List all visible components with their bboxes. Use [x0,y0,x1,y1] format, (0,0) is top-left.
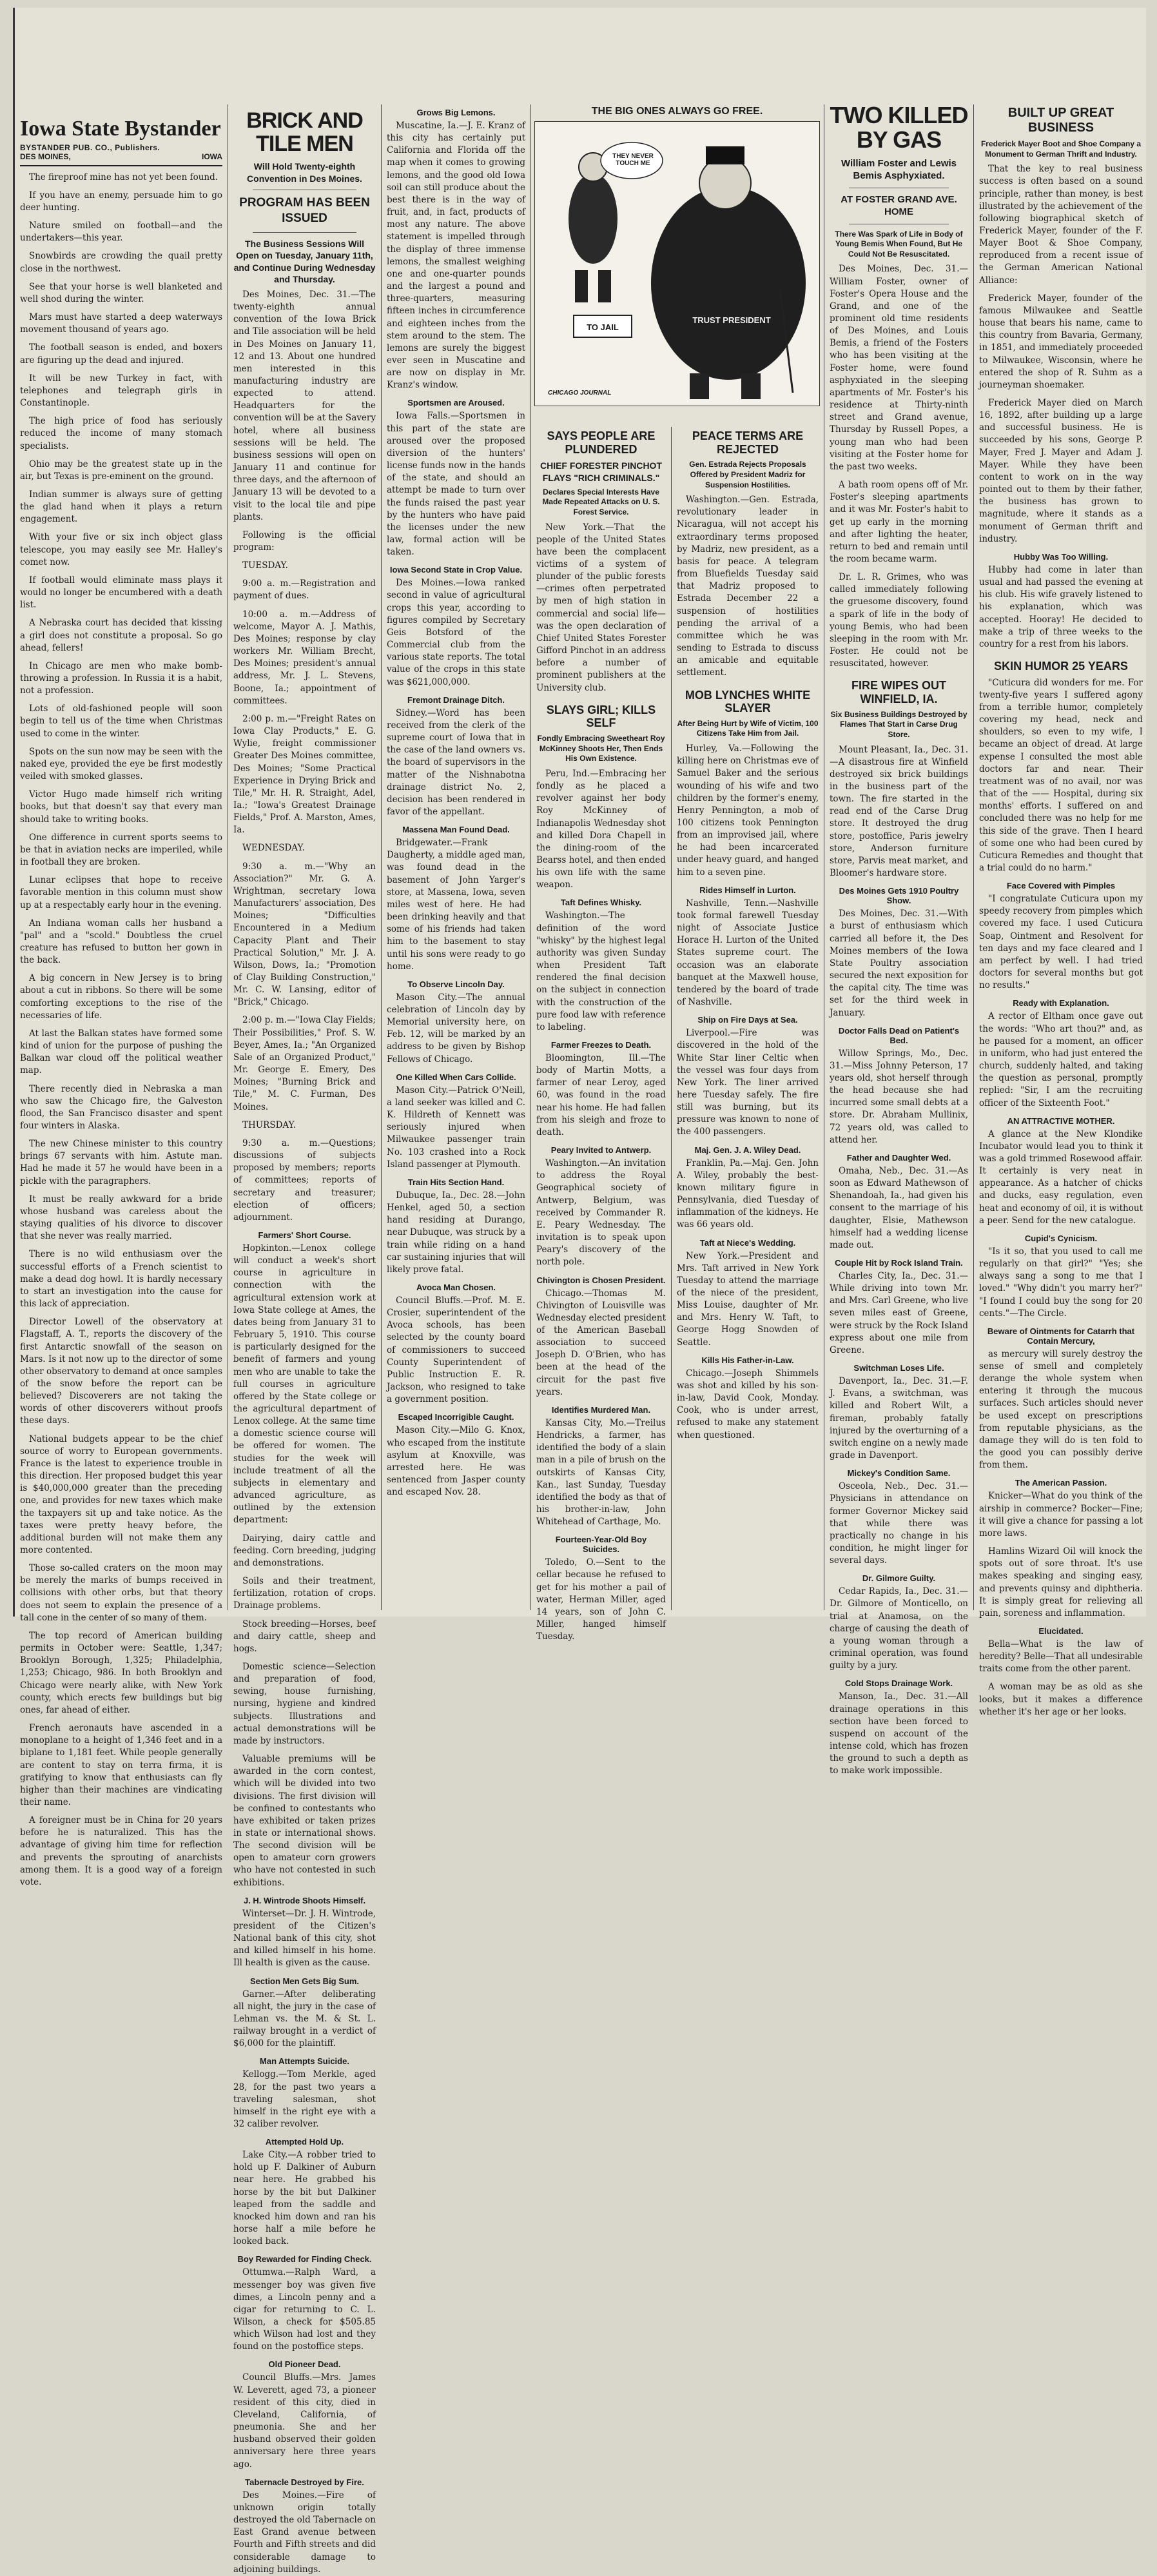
fire-deck: Six Business Buildings Destroyed by Flames That Start in Carse Drug Store. [830,709,967,739]
brick-tile-paragraph: 10:00 a. m.—Address of welcome, Mayor A. J. Mathis, Des Moines; response by clay workers Mr. William Brecht, Des Moines; president's annual address, Mr. J. L. Stevens, Boone, Ia.; appointment of committees. [233,609,376,706]
paragraph-item: The football season is ended, and boxers are figuring up the dead and injured. [20,342,222,366]
farmer-body: Bloomington, Ill.—The body of Martin Motts, a farmer of near Leroy, aged 60, was found in the road near his home. He had fallen from his sleigh and froze to death. [536,1053,666,1137]
column-7 [974,8,1148,1717]
pioneer-body: Council Bluffs.—Mrs. James W. Leverett, aged 73, a pioneer resident of this city, died in Cleveland, California, of pneumonia. She and her husband observed their golden anniversary here three years ago. [233,2372,376,2470]
farmers-paragraph: Soils and their treatment, fertilization, rotation of crops. Drainage problems. [233,1576,376,1611]
slays-headline: SLAYS GIRL; KILLS SELF [546,703,656,730]
brick-tile-deck-2: PROGRAM HAS BEEN ISSUED [239,195,370,226]
slays-deck: Fondly Embracing Sweetheart Roy McKinney Shoots Her, Then Ends His Own Existence. [537,734,665,763]
column-6 [824,8,973,1776]
masthead-title: Iowa State Bystander [20,117,221,141]
mob-headline: MOB LYNCHES WHITE SLAYER [685,688,811,715]
cartoon-credit: CHICAGO JOURNAL [548,389,612,397]
tabernacle-body: Des Moines.—Fire of unknown origin totally destroyed the old Tabernacle on East Grand avenue between Fourth and Fifth streets and did considerable damage to adjoining buildings. [233,2490,376,2575]
fremont-headline: Fremont Drainage Ditch. [407,694,505,705]
newspaper-page [13,8,1146,2575]
massena-headline: Massena Man Found Dead. [402,825,510,835]
divider [253,232,356,233]
gas-deck-3: There Was Spark of Life in Body of Young Bemis When Found, But He Could Not Be Resuscitated. [835,229,963,259]
escaped-body: Mason City.—Milo G. Knox, who escaped from the institute asylum at Knoxville, was arrested here. He was sentenced from Jasper county and escaped Nov. 28. [387,1425,525,1498]
paragraph-item: A foreigner must be in China for 20 years before he is naturalized. This has the advantage of giving him time for reflection and prevents the sprouting of anarchists among them. It is a good way of a foreign vote. [20,1815,222,1887]
brick-tile-deck: Will Hold Twenty-eighth Convention in Des Moines. [247,161,362,184]
skin-headline: SKIN HUMOR 25 YEARS [994,659,1128,673]
niece-headline: Taft at Niece's Wedding. [699,1237,796,1248]
brick-tile-paragraph: TUESDAY. [242,560,288,571]
ready-body: A rector of Eltham once gave out the words: "Who art thou?" and, as he paused for a moment, an officer in uniform, who had just entered the church, suddenly halted, and taking the question as personal, promptly replied: "Sir, I am the recruiting officer of the Sixteenth Foot." [979,1011,1143,1108]
farmers-paragraph: Dairying, dairy cattle and feeding. Corn breeding, judging and demonstrations. [233,1533,376,1568]
suicide-body: Kellogg.—Tom Merkle, aged 28, for the past two years a traveling salesman, shot himself in the right eye with a 32 caliber revolver. [233,2069,376,2129]
plundered-headline: SAYS PEOPLE ARE PLUNDERED [547,429,656,456]
brick-tile-headline: BRICK AND TILE MEN [246,108,363,156]
paragraph-item: There recently died in Nebraska a man who saw the Chicago fire, the Galveston flood, the San Francisco disaster and spent four winters in Alaska. [20,1083,222,1131]
brick-tile-deck-3: The Business Sessions Will Open on Tuesday, January 11th, and Continue During Wednesday and Thursday. [233,239,376,284]
paragraph-item: French aeronauts have ascended in a monoplane to a height of 1,346 feet and in a biplane to 1,181 feet. While people generally are content to stay on terra firma, it is gratifying to know that enthusiasts can fly higher than their machines are vindicating their name. [20,1723,222,1807]
great-business-paragraph: Frederick Mayer, founder of the famous Milwaukee and Seattle house that bears his name, came to this country from Bavaria, Germany, in 1851, and immediately proceeded to Milwaukee, Wisconsin, where he entered the shop of R. Suhm as a journeyman shoemaker. [979,293,1143,390]
paragraph-item: In Chicago are men who make bomb-throwing a profession. In Russia it is a habit, not a profession. [20,660,222,696]
identifies-body: Kansas City, Mo.—Treilus Hendricks, a farmer, has identified the body of a slain man in a pile of brush on the outskirts of Kansas City, Kan., last Sunday, Tuesday identified the body as that of his brother-in-law, John Whitehead of Carthage, Mo. [536,1417,666,1528]
paragraph-item: It will be new Turkey in fact, with telephones and telegraph girls in Constantinople. [20,373,222,409]
paragraph-item: Mars must have started a deep waterways movement thousand of years ago. [20,312,222,335]
paragraph-item: Indian summer is always sure of getting the glad hand when it plays a return engagement. [20,489,222,525]
brick-tile-paragraph: 2:00 p. m.—"Iowa Clay Fields; Their Possibilities," Prof. S. W. Beyer, Ames, Ia.; "An Organized Sale of an Organized Product," Mr. George E. Emery, Des Moines; "Burning Brick and Tile," M. C. Furman, Des Moines. [233,1015,376,1112]
crop-body: Des Moines.—Iowa ranked second in value of agricultural crops this year, according to figures compiled by Secretary Geis Botsford of the Commercial club from the various state reports. The total value of the crops in this state was $621,000,000. [387,578,525,687]
poultry-body: Des Moines, Dec. 31.—With a burst of enthusiasm which carried all before it, the Des Moines members of the Iowa State Poultry association secured the next exposition for the capital city. The time was set for the third week in January. [830,909,968,1018]
masthead-city: DES MOINES, [20,152,71,161]
passion-body: Knicker—What do you think of the airship in commerce? Bocker—Fine; it will give a chance for passing a lot more laws. [979,1491,1143,1539]
doctor-headline: Doctor Falls Dead on Patient's Bed. [838,1025,960,1045]
paragraph-item: With your five or six inch object glass telescope, you may easily see Mr. Halley's comet now. [20,532,222,567]
brick-tile-paragraph: Following is the official program: [233,529,376,553]
lemons-headline: Grows Big Lemons. [416,108,496,117]
elucidated-body: Bella—What is the law of heredity? Belle—That all undesirable traits come from the other parent. [979,1638,1143,1675]
hamlin-body: Hamlins Wizard Oil will knock the spots out of sore throat. It's use makes speaking and singing easy, and prevents quinsy and diphtheria. It is simply great for relieving all pain, soreness and inflammation. [979,1546,1143,1618]
tabernacle-headline: Tabernacle Destroyed by Fire. [245,2477,364,2487]
paragraph-item: Lunar eclipses that hope to receive favorable mention in this column must show up at a respectably early hour in the evening. [20,875,222,910]
couple-body: Charles City, Ia., Dec. 31.—While driving into town Mr. and Mrs. Carl Greene, who live seven miles east of Greene, were struck by the Rock Island express about one mile from Greene. [830,1271,968,1355]
farmers-headline: Farmers' Short Course. [258,1230,351,1240]
paragraph-item: Director Lowell of the observatory at Flagstaff, A. T., reports the discovery of the first Antarctic snowfall of the season on Mars. Is it not now up to the director of some other observatory to demand at once samples of the snow before the report can be believed? Discoverers are not taking the words of other discoverers without proofs these days. [20,1317,222,1426]
brick-tile-paragraph: 9:30 a. m.—Questions; discussions of subjects proposed by members; reports of committees; reports of secretary and treasurer; election of officers; adjournment. [233,1137,376,1223]
gas-body [830,263,968,670]
gas-headline: TWO KILLED BY GAS [830,102,968,153]
brick-tile-paragraph: Des Moines, Dec. 31.—The twenty-eighth annual convention of the Iowa Brick and Tile association will be held in Des Moines on January 11, 12 and 13. About one hundred men interested in this manufacturing industry are expected to attend. Headquarters for the convention will be at the Savery hotel, where all business sessions will be held. The business sessions will open on January 11 and continue for three days, and the afternoon of January 13 will be devoted to a visit to the local tile and pipe plants. [233,289,376,522]
peary-headline: Peary Invited to Antwerp. [550,1145,652,1155]
peary-body: Washington.—An invitation to address the Royal Geographical society of Antwerp, Belgium, was received by Commander R. E. Peary Wednesday. The invitation is to speak upon Peary's discovery of the north pole. [536,1158,666,1268]
paragraph-item: An Indiana woman calls her husband a "pal" and a "scold." Doubtless the cruel creature has refused to button her gown in the back. [20,918,222,966]
lemons-body: Muscatine, Ia.—J. E. Kranz of this city has certainly put California and Florida off the map when it comes to growing lemons, and the good old Iowa soil can still produce about the best there is in the way of fruit, and, in fact, products of most any nature. The above statement is impelled through the display of three immense lemons, the smallest weighing one and one-quarter pounds and the largest a pound and three-quarters, measuring fifteen inches in circumference and eighteen inches from the stem around to the stem. The lemons are surely the biggest ever seen in Muscatine and are now on display in Mr. Kranz's window. [387,121,525,391]
great-business-paragraph: Frederick Mayer died on March 16, 1892, after building up a large and successful business. He is succeeded by his sons, George P. Mayer, Fred J. Mayer and Adam J. Mayer. While they have been content to work on in the way pointed out to them by their father, the business has grown to magnitude, where it stands as a monument of German thrift and industry. [979,398,1143,544]
beware-headline: Beware of Ointments for Catarrh that Contain Mercury, [987,1326,1135,1346]
attempted-body: Lake City.—A robber tried to hold up F. Dalkiner of Auburn near here. He grabbed his horse by the bit but Dalkiner leaped from the saddle and knocked him down and ran his horse half a mile before he looked back. [233,2150,376,2247]
sportsmen-body: Iowa Falls.—Sportsmen in this part of the state are aroused over the proposed diversion of the hunters' license funds now in the hands of the state, and should an attempt be made to turn over the funds raised the past year by the hunters who have paid the licenses under the new law, formal action will be taken. [387,411,525,558]
lincoln-body: Mason City.—The annual celebration of Lincoln day by Memorial university here, on Feb. 12, will be marked by an address to be given by Bishop Fellows of Chicago. [387,992,525,1065]
avoca-body: Council Bluffs.—Prof. M. E. Crosier, superintendent of the Avoca schools, has been selected by the county board of commissioners to succeed County Superintendent of Public Instruction E. R. Jackson, who resigned to take a government position. [387,1295,525,1405]
cartoon-drawing [535,122,819,406]
mob-body: Hurley, Va.—Following the killing here on Christmas eve of Samuel Baker and the serious wounding of his wife and two children by the former's enemy, Henry Pennington, a mob of 100 citizens took Pennington from an improvised jail, where he had been incarcerated under heavy guard, and hanged him to a seven pine. [677,743,819,878]
cartoon-title: THE BIG ONES ALWAYS GO FREE. [591,106,763,117]
gilmore-headline: Dr. Gilmore Guilty. [862,1573,936,1584]
brick-tile-paragraph: THURSDAY. [242,1119,297,1130]
paragraph-item: The top record of American building permits in October were: Seattle, 1,347; Brooklyn Borough, 1,325; Philadelphia, 1,253; Chicago, 986. In both Brooklyn and Chicago were nearly alike, with New York county, which erects few buildings but big ones, far ahead of either. [20,1630,222,1715]
farmers-paragraph: Hopkinton.—Lenox college will conduct a week's short course in agriculture in connection with the agricultural extension work at Iowa State college at Ames, the dates being from January 31 to February 5, 1910. This course is particularly designed for the benefit of farmers and young men who are unable to take the full courses in agriculture offered by the State college or the agricultural department of Lenox college. At the same time a domestic science course will be offered for women. The studies for the week will include treatment of all the subjects in elementary and advanced agriculture, as outlined by the extension department: [233,1243,376,1526]
great-business-paragraph: That the key to real business success is often based on a sound principle, rather than money, is best illustrated by the achievement of the following biographical sketch of Frederick Mayer, founder of the F. Mayer Boot & Shoe Company, reproduced from a recent issue of the German American National Alliance: [979,164,1143,286]
ship-headline: Ship on Fire Days at Sea. [697,1015,798,1025]
paragraph-item: See that your horse is well blanketed and well shod during the winter. [20,281,222,304]
gas-deck-2: AT FOSTER GRAND AVE. HOME [841,193,957,218]
column-5 [672,420,824,1617]
farmers-paragraph: Domestic science—Selection and preparation of food, sewing, house furnishing, nursing, hygiene and kindred subjects. Illustrations and actual demonstrations will be made by instructors. [233,1661,376,1746]
gas-paragraph: Dr. L. R. Grimes, who was called immediately following the gruesome discovery, found a spark of life in the body of young Bemis, who had been sleeping in the room with Mr. Foster. He could not be resuscitated, however. [830,572,968,669]
cupid-body: "Is it so, that you used to call me regularly on that girl?" "Yes; she always sang a song to me that I loved." "Why didn't you marry her?" "I found I could buy the song for 20 cents."—The Circle. [979,1246,1143,1319]
great-business-body [979,163,1143,546]
pioneer-headline: Old Pioneer Dead. [268,2359,341,2370]
gas-paragraph: Des Moines, Dec. 31.—William Foster, owner of Foster's Opera House and the Grand, and one of the prominent old time residents of Des Moines, and Louis Bemis, a friend of the Fosters who has been visiting at the Foster home, were found asphyxiated in the sleeping apartments of Mr. Foster's his residence at Thirty-ninth street and Grand avenue, Thursday by Russell Popes, a young man who had been visiting at the Foster home for the past two weeks. [830,264,968,472]
boy-headline: Boy Rewarded for Finding Check. [237,2254,372,2265]
brick-tile-paragraph: 9:00 a. m.—Registration and payment of dues. [233,578,376,602]
plundered-body: New York.—That the people of the United States have been the complacent victims of a system of plunder of the public forests—crimes often perpetrated by men of high station in commercial and social life—was the open declaration of Chief United States Forester Gifford Pinchot in an address before a number of prominent publishers at the University club. [536,522,666,693]
brick-tile-paragraph: 9:30 a. m.—"Why an Association?" Mr. G. A. Wrightman, secretary Iowa Manufacturers' association, Des Moines; "Difficulties Encountered in a Medium Capacity Plant and Their Practical Solution," Mr. J. A. Wilson, Dows, Ia.; "Promotion of Clay Building Construction," Mr. C. W. Lansing, editor of "Brick," Chicago. [233,861,376,1008]
attempted-headline: Attempted Hold Up. [265,2137,344,2147]
doctor-body: Willow Springs, Mo., Dec. 31.—Miss Johnny Peterson, 17 years old, shot herself through the head because she had incurred some small debts at a store. Dr. Abraham Mullinix, 72 years old, was called to attend her. [830,1048,968,1145]
paragraph-item: National budgets appear to be the chief source of worry to European governments. France is the latest to experience trouble in this direction. Her proposed budget this year is $40,000,000 greater than the preceding one, and provides for new taxes which make the taxpayers sit up and take notice. As the taxes were pretty heavy before, the additional burden will not make them any more contented. [20,1433,222,1555]
couple-headline: Couple Hit by Rock Island Train. [835,1258,963,1268]
last-body: A woman may be as old as she looks, but it makes a difference whether it's her age or her looks. [979,1682,1143,1717]
farmers-body [233,1243,376,1889]
paragraph-item: Snowbirds are crowding the quail pretty close in the northwest. [20,251,222,274]
paragraph-item: Lots of old-fashioned people will soon begin to tell us of the time when Christmas used to come in the winter. [20,703,222,739]
boy14-body: Toledo, O.—Sent to the cellar because he refused to get for his mother a pail of water, Herman Miller, aged 14 years, son of John C. Miller, hanged himself Tuesday. [536,1557,666,1642]
wintrode-headline: J. H. Wintrode Shoots Himself. [243,1895,366,1905]
train-body: Dubuque, Ia., Dec. 28.—John Henkel, aged 50, a section hand residing at Durango, near Dubuque, was struck by a train while riding on a hand car sustaining injuries that will likely prove fatal. [387,1190,525,1275]
cartoon-block [534,103,820,410]
face-headline: Face Covered with Pimples [1006,881,1116,891]
paragraph-item: Spots on the sun now may be seen with the naked eye, provided the eye be first modestly veiled with smoked glasses. [20,746,222,782]
column-2 [228,8,381,2575]
rides-headline: Rides Himself in Lurton. [699,885,796,895]
face-body: "I congratulate Cuticura upon my speedy recovery from pimples which covered my face. I used Cuticura Soap, Ointment and Resolvent for ten days and my face cleared and I am perfect by well. I had tried doctors for several months but got no results." [979,894,1143,991]
wiley-headline: Maj. Gen. J. A. Wiley Dead. [694,1145,801,1155]
gilmore-body: Cedar Rapids, Ia., Dec. 31.—Dr. Gilmore of Monticello, on trial at Anamosa, on the charge of causing the death of a young woman through a criminal operation, was found guilty by a jury. [830,1586,968,1671]
column-1 [15,8,228,1887]
cupid-headline: Cupid's Cynicism. [1024,1233,1098,1243]
kills-body: Chicago.—Joseph Shimmels was shot and killed by his son-in-law, David Cook, Monday. Cook, who is under arrest, refused to make any statement when questioned. [677,1368,819,1440]
boy-body: Ottumwa.—Ralph Ward, a messenger boy was given five dimes, a Lincoln penny and a cigar for returning to C. L. Wilson, a check for $505.85 which Wilson had lost and they found on the postoffice steps. [233,2267,376,2352]
wintrode-body: Winterset—Dr. J. H. Wintrode, president of the Citizen's National bank of this city, shot and killed himself in his home. Ill health is given as the cause. [233,1908,376,1969]
masthead-state: IOWA [202,152,222,161]
column-4 [531,420,671,1642]
cold-headline: Cold Stops Drainage Work. [844,1678,953,1689]
paragraph-item: A big concern in New Jersey is to bring about a cut in ribbons. So there will be some comforting exceptions to the rise of the necessaries of life. [20,973,222,1021]
rides-body: Nashville, Tenn.—Nashville took formal farewell Tuesday night of Associate Justice Horace H. Lurton of the United States supreme court. The occasion was an elaborate banquet at the Maxwell house, tendered by the board of trade of Nashville. [677,898,819,1008]
mob-deck: After Being Hurt by Wife of Victim, 100 Citizens Take Him from Jail. [677,718,819,738]
paragraph-item: At last the Balkan states have formed some kind of union for the purpose of pushing the Balkan war cloud off the political weather map. [20,1028,222,1076]
fire-headline: FIRE WIPES OUT WINFIELD, IA. [851,679,946,706]
paragraph-item: Ohio may be the greatest state up in the air, but Texas is pre-eminent on the ground. [20,458,222,482]
suicide-headline: Man Attempts Suicide. [260,2056,349,2067]
beware-body: as mercury will surely destroy the sense of smell and completely derange the whole system when entering it through the mucous surfaces. Such articles should never be used except on prescriptions from reputable physicians, as the damage they will do is ten fold to the good you can possibly derive from them. [979,1348,1143,1471]
section-body: Garner.—After deliberating all night, the jury in the case of Lehman vs. the M. & St. L. railway brought in a verdict of $6,000 for the plaintiff. [233,1989,376,2049]
lincoln-headline: To Observe Lincoln Day. [407,979,505,989]
brick-tile-body [233,289,376,1224]
column-3 [382,8,530,1617]
farmer-headline: Farmer Freezes to Death. [550,1040,652,1050]
great-business-headline: BUILT UP GREAT BUSINESS [1007,106,1114,135]
paragraph-item: A Nebraska court has decided that kissing a girl does not constitute a proposal. So go ahead, fellers! [20,618,222,653]
peace-body: Washington.—Gen. Estrada, revolutionary leader in Nicaragua, will not accept his extraordinary terms proposed by Madriz, new president, as a basis for peace. A telegram from Bluefields Tuesday said that Madriz proposed to Estrada December 22 a suspension of hostilities pending the arrival of a committee which he was sending to Estrada to discuss an amicable and equitable settlement. [677,495,819,678]
paragraph-item: Those so-called craters on the moon may be merely the marks of bumps received in collisions with other orbs, but that theory does not seem to explain the presence of a tall cone in the center of so many of them. [20,1563,222,1623]
passion-headline: The American Passion. [1015,1478,1107,1488]
train-headline: Train Hits Section Hand. [407,1177,505,1187]
wiley-body: Franklin, Pa.—Maj. Gen. John A. Wiley, probably the best-known military figure in Pennsylvania, died Tuesday of inflammation of the kidneys. He was 66 years old. [677,1157,819,1230]
brick-tile-paragraph: 2:00 p. m.—"Freight Rates on Iowa Clay Products," E. G. Wylie, freight commissioner Greater Des Moines committee, Des Moines; "Some Practical Experience in Drying Brick and Tile," Mr. H. R. Straight, Adel, Ia.; "Iowa's Greatest Drainage Fields," Prof. A. Marston, Ames, Ia. [233,713,376,836]
fire-body: Mount Pleasant, Ia., Dec. 31.—A disastrous fire at Winfield destroyed six brick buildings in the business part of the town. The fire started in the read end of the Carse Drug store. It destroyed the drug store, postoffice, Paris jewelry store, Anderson furniture store, Parvis meat market, and Bloomer's hardware store. [830,744,968,879]
paragraph-item: The high price of food has seriously reduced the income of many stomach specialists. [20,416,222,451]
skin-body: "Cuticura did wonders for me. For twenty-five years I suffered agony from a terrible humor, completely covering my head, neck and shoulders, so even to my wife, I became an object of dread. At large expense I consulted the most able doctors far and near. Their treatment was of no avail, nor was that of the —— Hospital, during six months' efforts. I suffered on and concluded there was no help for me this side of the grave. Then I heard of some one who had been cured by Cuticura Remedies and thought that a trial could do no harm." [979,677,1143,873]
fremont-body: Sidney.—Word has been received from the clerk of the supreme court of Iowa that in the case of the land owners vs. the board of supervisors in the matter of the Nishnabotna drainage district No. 2, decision has been rendered in favor of the appellant. [387,707,525,817]
switch-body: Davenport, Ia., Dec. 31.—F. J. Evans, a switchman, was killed and Robert Wilt, a fireman, probably fatally injured by the overturning of a switch engine on a newly made grade in Davenport. [830,1376,968,1461]
chivington-headline: Chivington is Chosen President. [536,1275,666,1285]
cartoon-illustration [534,121,820,406]
gas-paragraph: A bath room opens off of Mr. Foster's sleeping apartments and it was Mr. Foster's habit to get up early in the morning and after lighting the heater, return to bed and remain until the room became warm. [830,480,968,564]
mickey-headline: Mickey's Condition Same. [847,1468,951,1479]
section-headline: Section Men Gets Big Sum. [249,1976,360,1986]
switch-headline: Switchman Loses Life. [853,1363,944,1373]
cartoon-jail-label: TO JAIL [587,322,619,333]
ship-body: Liverpool.—Fire was discovered in the hold of the White Star liner Celtic when the vessel was four days from New York. The liner arrived here Tuesday safely. The fire still was burning, but its pressure was known to none of the 400 passengers. [677,1028,819,1137]
gas-deck: William Foster and Lewis Bemis Asphyxiated. [841,157,957,182]
masthead-location [20,152,222,166]
cartoon-trust-label: TRUST PRESIDENT [692,315,771,326]
paragraph-item: The new Chinese minister to this country brings 67 servants with him. Astute man. Had he made it 57 he would have been in a pickle with the paragraphers. [20,1139,222,1186]
mickey-body: Osceola, Neb., Dec. 31.—Physicians in attendance on former Governor Mickey said that while there was practically no change in his condition, he might linger for several days. [830,1481,968,1566]
farmers-paragraph: Stock breeding—Horses, beef and dairy cattle, sheep and hogs. [233,1618,376,1654]
ready-headline: Ready with Explanation. [1013,998,1109,1008]
kills-headline: Kills His Father-in-Law. [701,1355,794,1365]
father-body: Omaha, Neb., Dec. 31.—As soon as Edward Mathewson of Shenandoah, Ia., had given his consent to the marriage of his daughter, Elsie, Mathewson himself had a wedding license made out. [830,1165,968,1250]
paragraph-item: There is no wild enthusiasm over the successful efforts of a French scientist to make a dead dog howl. It is hardly necessary to start an investigation into the cause for this lack of appreciation. [20,1249,222,1310]
poultry-headline: Des Moines Gets 1910 Poultry Show. [839,886,959,906]
elucidated-headline: Elucidated. [1038,1626,1084,1636]
avoca-headline: Avoca Man Chosen. [416,1282,496,1292]
identifies-headline: Identifies Murdered Man. [551,1404,651,1415]
paragraph-item: The fireproof mine has not yet been found. [29,172,219,182]
plundered-deck: CHIEF FORESTER PINCHOT FLAYS "RICH CRIMINALS." [540,460,662,483]
paragraph-item: If you have an enemy, persuade him to go deer hunting. [20,190,222,213]
taft-headline: Taft Defines Whisky. [560,898,642,908]
crop-headline: Iowa Second State in Crop Value. [389,565,523,575]
peace-deck: Gen. Estrada Rejects Proposals Offered by President Madriz for Suspension Hostilities. [689,460,806,489]
paragraph-item: Nature smiled on football—and the undertakers—this year. [20,221,222,244]
taft-body: Washington.—The definition of the word "whisky" by the highest legal authority was given Sunday when President Taft rendered the final decision on the subject in connection with the construction of the pure food law with reference to labeling. [536,910,666,1032]
attractive-body: A glance at the New Klondike Incubator would lead you to think it was a gold trimmed Rosewood affair. It certainly is very neat in appearance. As a hatcher of chicks and ducks, easy regulation, even heat and economy of oil, it is without a peer. Send for the new catalogue. [979,1128,1143,1226]
paragraph-item: It must be really awkward for a bride whose husband was careless about the staying qualities of his divorce to discover that she never was really married. [20,1194,222,1242]
masthead-publisher: BYSTANDER PUB. CO., Publishers. [20,143,160,152]
cartoon-speech-label: THEY NEVER TOUCH ME [612,153,654,168]
great-business-deck: Frederick Mayer Boot and Shoe Company a Monument to German Thrift and Industry. [980,139,1142,159]
escaped-headline: Escaped Incorrigible Caught. [398,1412,514,1422]
paragraph-item: Victor Hugo made himself rich writing books, but that doesn't say that every man should take to writing books. [20,789,222,825]
sportsmen-headline: Sportsmen are Aroused. [407,398,505,408]
paragraph-item: If football would eliminate mass plays it would no longer be encumbered with a death list. [20,575,222,611]
slays-body: Peru, Ind.—Embracing her fondly as he placed a revolver against her body Roy McKinney of Indianapolis Wednesday shot and killed Dora Chapell in the dining-room of the Bearss hotel, and then ended his own life with the same weapon. [536,768,666,890]
farmers-paragraph: Valuable premiums will be awarded in the corn contest, which will be divided into two divisions. The first division will be confined to contestants who have exhibited or taken prizes in state or international shows. The second division will be open to amateur corn growers who have not contested in such exhibitions. [233,1754,376,1888]
plundered-deck-2: Declares Special Interests Have Made Repeated Attacks on U. S. Forest Service. [542,487,660,516]
collide-headline: One Killed When Cars Collide. [396,1072,516,1082]
attractive-headline: AN ATTRACTIVE MOTHER. [1007,1116,1115,1126]
brick-tile-paragraph: WEDNESDAY. [242,843,305,854]
paragraph-item: One difference in current sports seems to be that in aviation necks are imperiled, while in football they are broken. [20,832,222,868]
chivington-body: Chicago.—Thomas M. Chivington of Louisville was Wednesday elected president of the American Baseball association to succeed Joseph D. O'Brien, who has been at the head of the circuit for the past five years. [536,1288,666,1397]
hubby-body: Hubby had come in later than usual and had passed the evening at his club. His wife gravely listened to his explanation, which was accepted. Hooray! He decided to make a trip of three weeks to the country for a rest from his labors. [979,564,1143,649]
cold-body: Manson, Ia., Dec. 31.—All drainage operations in this section have been forced to suspend on account of the intense cold, which has frozen the ground to such a depth as to make work impossible. [830,1691,968,1776]
peace-headline: PEACE TERMS ARE REJECTED [692,429,804,456]
niece-body: New York.—President and Mrs. Taft arrived in New York Tuesday to attend the marriage of the niece of the president, Miss Louise, daughter of Mr. and Mrs. Henry W. Taft, to George Hogg Snowden of Seattle. [677,1250,819,1348]
paragraph-list [20,172,222,1889]
hubby-headline: Hubby Was Too Willing. [1013,551,1109,562]
massena-body: Bridgewater.—Frank Daugherty, a middle aged man, was found dead in the basement of John Yarger's store, at Massena, Iowa, seven miles west of here. He had been drinking heavily and that some of his friends had taken him to the basement to stay until his sons were ready to go home. [387,838,525,972]
father-headline: Father and Daughter Wed. [846,1152,951,1163]
boy14-headline: Fourteen-Year-Old Boy Suicides. [555,1535,647,1555]
collide-body: Mason City.—Patrick O'Neill, a land seeker was killed and C. K. Hildreth of Kennett was seriously injured when Milwaukee passenger train No. 103 crashed into a Rock Island passenger at Plymouth. [387,1085,525,1170]
